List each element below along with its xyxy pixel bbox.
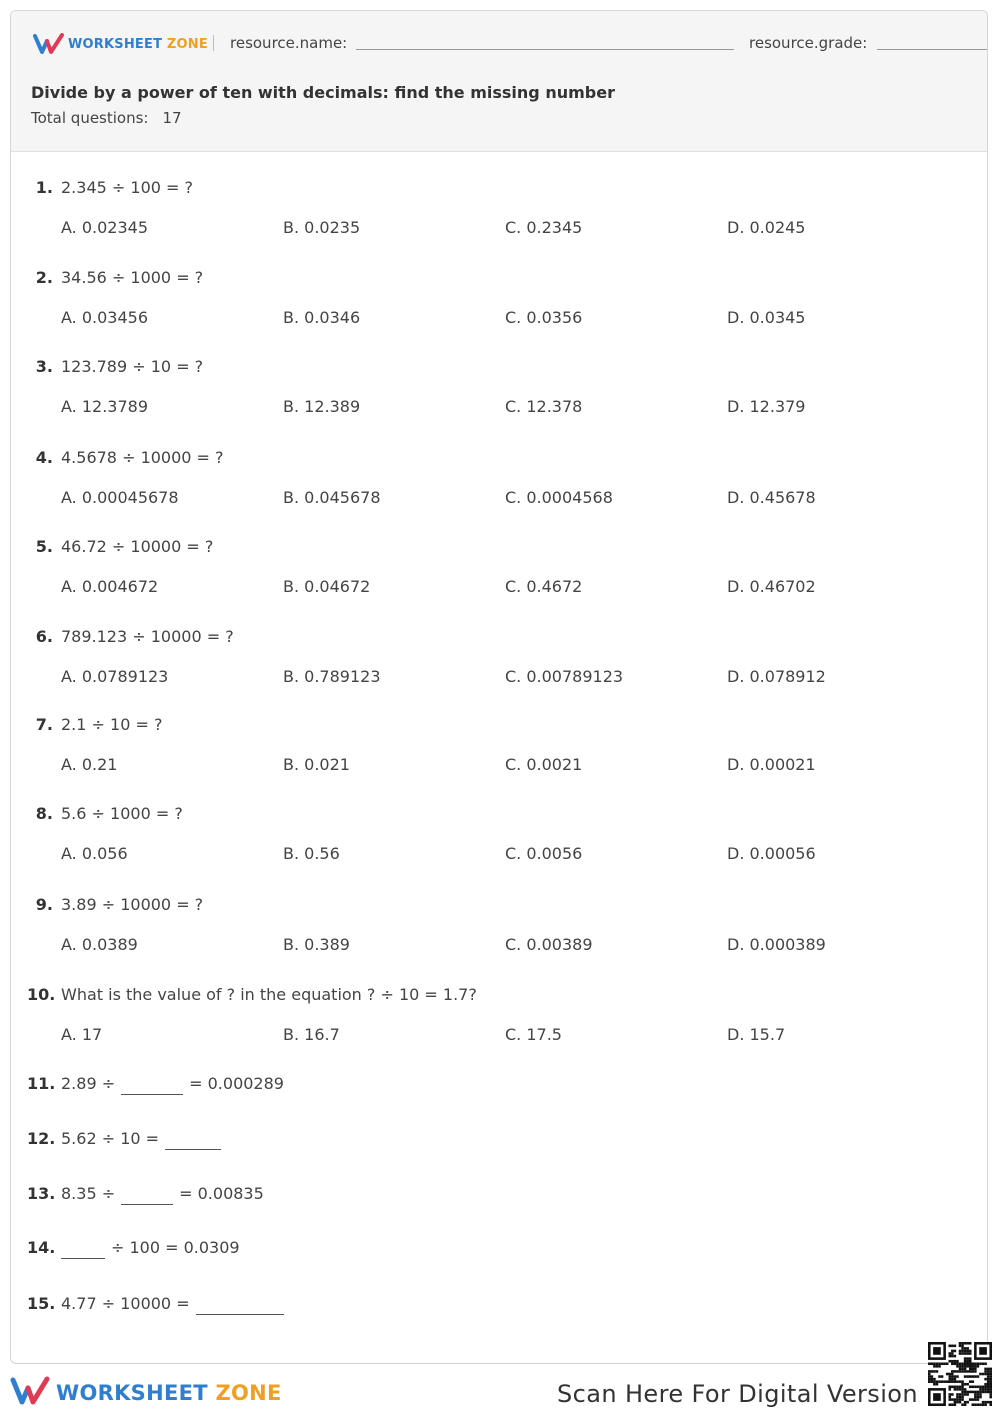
- answer-option[interactable]: C. 0.0021: [505, 755, 583, 774]
- fill-in-text: [61, 1129, 221, 1150]
- question-number: 9.: [35, 895, 53, 914]
- answer-blank[interactable]: [121, 1186, 173, 1205]
- question-number: 12.: [27, 1129, 56, 1148]
- answer-option[interactable]: B. 0.04672: [283, 577, 371, 596]
- question-number: 15.: [27, 1294, 56, 1313]
- worksheet-header: [11, 11, 987, 152]
- equation-left: 2.89 ÷: [61, 1074, 116, 1093]
- question-text: 123.789 ÷ 10 = ?: [61, 357, 204, 376]
- answer-option[interactable]: D. 15.7: [727, 1025, 786, 1044]
- question-text: 2.345 ÷ 100 = ?: [61, 178, 193, 197]
- footer-brand: [10, 1376, 282, 1410]
- answer-option[interactable]: D. 0.0345: [727, 308, 806, 327]
- answer-option[interactable]: A. 0.00045678: [61, 488, 179, 507]
- answer-option[interactable]: D. 0.00056: [727, 844, 816, 863]
- qr-code-icon[interactable]: [928, 1342, 992, 1406]
- worksheet-title: Divide by a power of ten with decimals: find the missing number: [31, 83, 615, 102]
- question-number: 5.: [35, 537, 53, 556]
- answer-option[interactable]: D. 0.078912: [727, 667, 826, 686]
- answer-option[interactable]: C. 17.5: [505, 1025, 562, 1044]
- total-questions: [31, 109, 182, 127]
- resource-grade-field[interactable]: [877, 49, 988, 50]
- answer-option[interactable]: A. 0.02345: [61, 218, 148, 237]
- equation-right: = 0.00835: [179, 1184, 264, 1203]
- answer-option[interactable]: B. 16.7: [283, 1025, 340, 1044]
- equation-right: ÷ 100 = 0.0309: [111, 1238, 240, 1257]
- scan-here-text: Scan Here For Digital Version: [557, 1380, 918, 1408]
- question-number: 8.: [35, 804, 53, 823]
- answer-option[interactable]: A. 0.0789123: [61, 667, 169, 686]
- answer-option[interactable]: B. 0.0235: [283, 218, 361, 237]
- resource-grade-label: resource.grade:: [749, 34, 868, 52]
- answer-blank[interactable]: [121, 1076, 183, 1095]
- fill-in-text: [61, 1294, 284, 1315]
- worksheet-zone-logo-icon: [33, 33, 65, 55]
- total-questions-value: 17: [162, 109, 182, 127]
- answer-option[interactable]: C. 0.0356: [505, 308, 583, 327]
- question-text: 3.89 ÷ 10000 = ?: [61, 895, 204, 914]
- answer-option[interactable]: C. 0.2345: [505, 218, 583, 237]
- header-brand-text: WORKSHEET ZONE: [68, 36, 208, 52]
- answer-option[interactable]: A. 0.0389: [61, 935, 138, 954]
- worksheet-zone-logo-icon: [10, 1376, 50, 1410]
- answer-option[interactable]: D. 0.45678: [727, 488, 816, 507]
- question-number: 14.: [27, 1238, 56, 1257]
- answer-option[interactable]: B. 0.045678: [283, 488, 381, 507]
- question-text: 789.123 ÷ 10000 = ?: [61, 627, 234, 646]
- question-number: 11.: [27, 1074, 56, 1093]
- equation-right: = 0.000289: [189, 1074, 284, 1093]
- header-divider: [213, 35, 214, 51]
- answer-option[interactable]: B. 0.021: [283, 755, 350, 774]
- fill-in-text: [61, 1074, 284, 1095]
- answer-option[interactable]: A. 17: [61, 1025, 103, 1044]
- answer-option[interactable]: A. 0.03456: [61, 308, 148, 327]
- question-number: 13.: [27, 1184, 56, 1203]
- answer-option[interactable]: C. 0.00789123: [505, 667, 624, 686]
- resource-name-label: resource.name:: [230, 34, 348, 52]
- total-questions-label: Total questions:: [31, 109, 149, 127]
- header-brand: [33, 33, 208, 55]
- question-text: 5.6 ÷ 1000 = ?: [61, 804, 183, 823]
- answer-option[interactable]: C. 0.0004568: [505, 488, 613, 507]
- answer-blank[interactable]: [165, 1131, 221, 1150]
- question-number: 4.: [35, 448, 53, 467]
- answer-option[interactable]: C. 12.378: [505, 397, 583, 416]
- question-text: 46.72 ÷ 10000 = ?: [61, 537, 214, 556]
- worksheet-sheet: [10, 10, 988, 1364]
- equation-left: 5.62 ÷ 10 =: [61, 1129, 160, 1148]
- resource-name-field[interactable]: [356, 49, 734, 50]
- answer-option[interactable]: B. 12.389: [283, 397, 361, 416]
- question-text: 4.5678 ÷ 10000 = ?: [61, 448, 224, 467]
- question-number: 1.: [35, 178, 53, 197]
- answer-option[interactable]: B. 0.56: [283, 844, 340, 863]
- question-text: 34.56 ÷ 1000 = ?: [61, 268, 204, 287]
- answer-option[interactable]: A. 0.004672: [61, 577, 159, 596]
- question-text: 2.1 ÷ 10 = ?: [61, 715, 163, 734]
- answer-option[interactable]: A. 0.056: [61, 844, 128, 863]
- question-text: What is the value of ? in the equation ? ÷ 10 = 1.7?: [61, 985, 477, 1004]
- question-number: 7.: [35, 715, 53, 734]
- question-number: 3.: [35, 357, 53, 376]
- answer-option[interactable]: D. 0.0245: [727, 218, 806, 237]
- answer-option[interactable]: B. 0.789123: [283, 667, 381, 686]
- footer-brand-text: WORKSHEET ZONE: [56, 1381, 282, 1405]
- answer-blank[interactable]: [61, 1240, 105, 1259]
- fill-in-text: [61, 1184, 264, 1205]
- answer-option[interactable]: B. 0.389: [283, 935, 350, 954]
- answer-option[interactable]: D. 12.379: [727, 397, 806, 416]
- equation-left: 8.35 ÷: [61, 1184, 116, 1203]
- answer-option[interactable]: D. 0.000389: [727, 935, 826, 954]
- question-number: 2.: [35, 268, 53, 287]
- answer-option[interactable]: D. 0.46702: [727, 577, 816, 596]
- answer-option[interactable]: A. 12.3789: [61, 397, 148, 416]
- answer-option[interactable]: B. 0.0346: [283, 308, 361, 327]
- fill-in-text: [61, 1238, 240, 1259]
- answer-option[interactable]: D. 0.00021: [727, 755, 816, 774]
- answer-option[interactable]: C. 0.0056: [505, 844, 583, 863]
- answer-blank[interactable]: [196, 1296, 284, 1315]
- answer-option[interactable]: C. 0.4672: [505, 577, 583, 596]
- answer-option[interactable]: C. 0.00389: [505, 935, 593, 954]
- question-number: 10.: [27, 985, 56, 1004]
- equation-left: 4.77 ÷ 10000 =: [61, 1294, 190, 1313]
- answer-option[interactable]: A. 0.21: [61, 755, 118, 774]
- question-number: 6.: [35, 627, 53, 646]
